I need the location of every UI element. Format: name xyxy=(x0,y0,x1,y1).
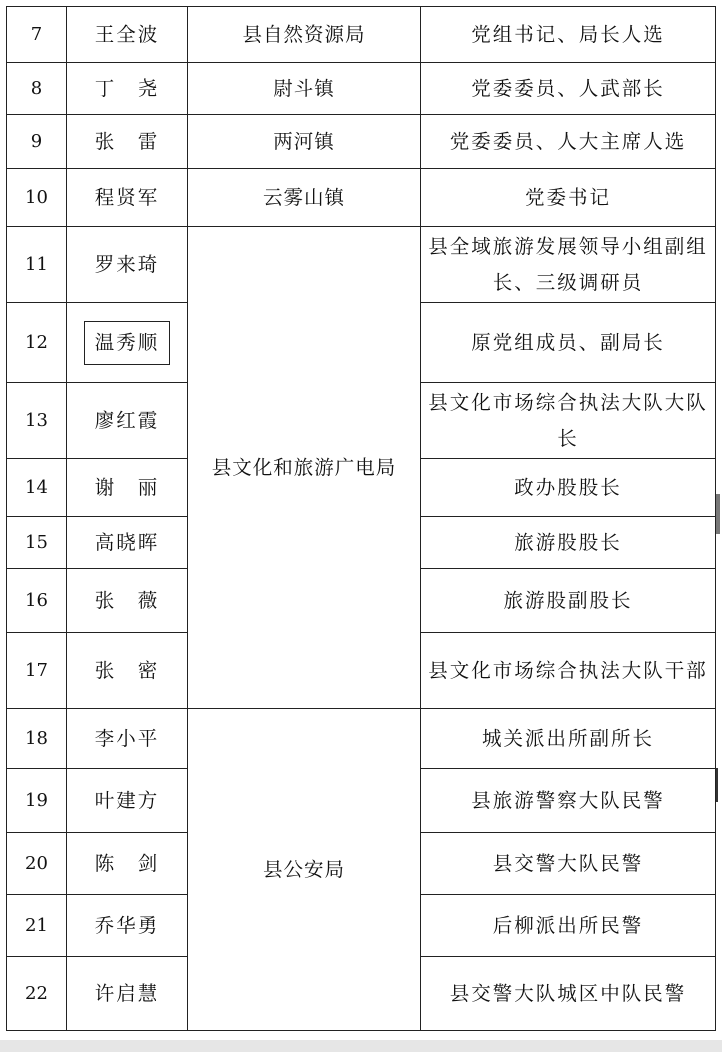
position: 党委委员、人大主席人选 xyxy=(421,115,716,169)
person-name: 叶建方 xyxy=(67,769,188,833)
row-number: 7 xyxy=(7,7,67,63)
organization: 县文化和旅游广电局 xyxy=(188,227,421,709)
person-name: 陈 剑 xyxy=(67,833,188,895)
position: 党组书记、局长人选 xyxy=(421,7,716,63)
person-name: 廖红霞 xyxy=(67,383,188,459)
row-number: 13 xyxy=(7,383,67,459)
page-edge-marker xyxy=(716,494,720,534)
table-row xyxy=(7,227,716,303)
row-number: 22 xyxy=(7,957,67,1031)
person-name: 程贤军 xyxy=(67,169,188,227)
row-number: 10 xyxy=(7,169,67,227)
position: 县旅游警察大队民警 xyxy=(421,769,716,833)
person-name: 张 密 xyxy=(67,633,188,709)
table-row xyxy=(7,63,716,115)
position: 党委书记 xyxy=(421,169,716,227)
person-name-cell xyxy=(67,303,188,383)
person-name: 谢 丽 xyxy=(67,459,188,517)
personnel-table xyxy=(6,6,716,1031)
table-row xyxy=(7,709,716,769)
row-number: 9 xyxy=(7,115,67,169)
row-number: 18 xyxy=(7,709,67,769)
position: 县文化市场综合执法大队大队长 xyxy=(421,383,716,459)
row-number: 21 xyxy=(7,895,67,957)
position: 城关派出所副所长 xyxy=(421,709,716,769)
row-number: 19 xyxy=(7,769,67,833)
position: 党委委员、人武部长 xyxy=(421,63,716,115)
table-row xyxy=(7,115,716,169)
organization: 尉斗镇 xyxy=(188,63,421,115)
table-row xyxy=(7,7,716,63)
position: 县文化市场综合执法大队干部 xyxy=(421,633,716,709)
row-number: 12 xyxy=(7,303,67,383)
viewer-bottom-bar xyxy=(0,1040,722,1052)
text-cursor xyxy=(716,768,718,802)
position: 原党组成员、副局长 xyxy=(421,303,716,383)
person-name: 许启慧 xyxy=(67,957,188,1031)
person-name: 罗来琦 xyxy=(67,227,188,303)
person-name: 王全波 xyxy=(67,7,188,63)
position: 旅游股副股长 xyxy=(421,569,716,633)
row-number: 16 xyxy=(7,569,67,633)
row-number: 14 xyxy=(7,459,67,517)
organization: 云雾山镇 xyxy=(188,169,421,227)
position: 政办股股长 xyxy=(421,459,716,517)
row-number: 11 xyxy=(7,227,67,303)
row-number: 8 xyxy=(7,63,67,115)
person-name: 丁 尧 xyxy=(67,63,188,115)
position: 县交警大队民警 xyxy=(421,833,716,895)
person-name: 高晓晖 xyxy=(67,517,188,569)
person-name: 张 薇 xyxy=(67,569,188,633)
position: 旅游股股长 xyxy=(421,517,716,569)
person-name: 乔华勇 xyxy=(67,895,188,957)
person-name: 张 雷 xyxy=(67,115,188,169)
position: 后柳派出所民警 xyxy=(421,895,716,957)
row-number: 20 xyxy=(7,833,67,895)
position: 县交警大队城区中队民警 xyxy=(421,957,716,1031)
organization: 县公安局 xyxy=(188,709,421,1031)
row-number: 17 xyxy=(7,633,67,709)
person-name: 温秀顺 xyxy=(84,321,171,365)
table-row xyxy=(7,169,716,227)
position: 县全域旅游发展领导小组副组长、三级调研员 xyxy=(421,227,716,303)
organization: 两河镇 xyxy=(188,115,421,169)
row-number: 15 xyxy=(7,517,67,569)
organization: 县自然资源局 xyxy=(188,7,421,63)
person-name: 李小平 xyxy=(67,709,188,769)
